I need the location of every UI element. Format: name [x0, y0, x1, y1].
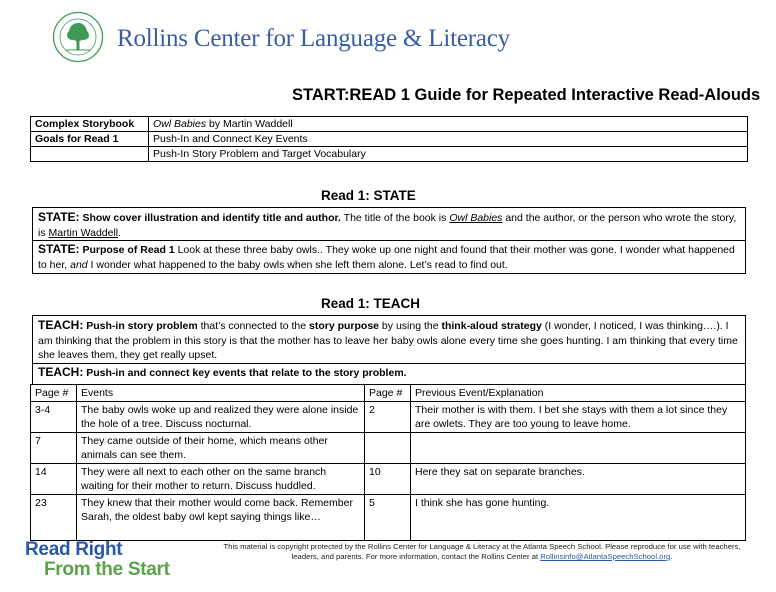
page-cell: 10	[365, 464, 411, 495]
event-cell: They were all next to each other on the same branch waiting for their mother to return. Discuss huddled.	[77, 464, 365, 495]
event-cell: The baby owls woke up and realized they were alone inside the hole of a tree. Discuss nocturnal.	[77, 402, 365, 433]
copyright-end: .	[670, 552, 673, 561]
state-text: .	[118, 226, 122, 239]
page-cell: 23	[31, 495, 77, 541]
goal-2: Push-In Story Problem and Target Vocabulary	[149, 147, 748, 162]
event-cell: They knew that their mother would come back. Remember Sarah, the oldest baby owl kept saying things like…	[77, 495, 365, 541]
page-title: START:READ 1 Guide for Repeated Interactive Read-Alouds	[292, 86, 761, 104]
explanation-cell: Their mother is with them. I bet she stays with them a lot since they are owlets. They are too young to leave home.	[411, 402, 746, 433]
teach-emphasis: Push-in story problem	[83, 320, 198, 332]
read-right-logo	[25, 539, 170, 581]
teach-label: TEACH:	[38, 364, 84, 379]
table-row	[31, 117, 748, 132]
table-row	[31, 433, 746, 464]
column-header: Previous Event/Explanation	[411, 385, 746, 402]
explanation-cell: I think she has gone hunting.	[411, 495, 746, 541]
events-table	[30, 384, 746, 541]
teach-text: by using the	[379, 320, 442, 332]
explanation-cell	[411, 433, 746, 464]
book-cell	[149, 117, 748, 132]
column-header: Page #	[31, 385, 77, 402]
storybook-label: Complex Storybook	[31, 117, 149, 132]
state-text: and the author, or the person who wrote the story, is	[38, 212, 737, 239]
teach-box	[32, 315, 746, 385]
page-cell: 7	[31, 433, 77, 464]
table-row	[31, 132, 748, 147]
state-author: Martin Waddell	[48, 226, 119, 239]
state-instruction: Show cover illustration and identify title and author.	[79, 212, 341, 224]
tree-seal-icon	[52, 11, 104, 63]
state-purpose: Purpose of Read 1	[79, 244, 175, 256]
table-row	[31, 464, 746, 495]
state-label: STATE:	[38, 242, 80, 256]
contact-email-link[interactable]: Rollinsinfo@AtlantaSpeechSchool.org	[540, 552, 671, 561]
state-text: The title of the book is	[340, 212, 450, 224]
table-row	[31, 402, 746, 433]
goals-label: Goals for Read 1	[31, 132, 149, 147]
copyright-notice	[222, 542, 742, 562]
table-header-row	[31, 385, 746, 402]
book-author: by Martin Waddell	[206, 118, 293, 130]
page-cell	[365, 433, 411, 464]
explanation-cell: Here they sat on separate branches.	[411, 464, 746, 495]
book-title: Owl Babies	[153, 118, 207, 130]
column-header: Events	[77, 385, 365, 402]
state-text: I wonder what happened to the baby owls when she left them alone. Let’s read to find out.	[87, 258, 508, 271]
event-cell: They came outside of their home, which means other animals can see them.	[77, 433, 365, 464]
column-header: Page #	[365, 385, 411, 402]
page-cell: 3-4	[31, 402, 77, 433]
teach-paragraph-2	[33, 363, 745, 381]
org-name: Rollins Center for Language & Literacy	[117, 25, 510, 52]
teach-text: that’s connected to the	[197, 320, 309, 332]
teach-label: TEACH:	[38, 318, 84, 332]
teach-emphasis: Push-in and connect key events that relate to the story problem.	[83, 366, 407, 379]
state-paragraph-2	[33, 240, 745, 272]
page-cell: 2	[365, 402, 411, 433]
state-paragraph-1	[33, 208, 745, 240]
empty-cell	[31, 147, 149, 162]
teach-emphasis: think-aloud strategy	[441, 320, 542, 332]
state-heading: Read 1: STATE	[321, 188, 416, 203]
teach-text: (I wonder, I noticed, I was thinking….). I am thinking that the problem in this story is that the mother has to leave her baby owls alone every time she goes hunting. I am thinking that every time she leaves them, they get really upset.	[38, 320, 738, 361]
state-label: STATE:	[38, 210, 80, 224]
goal-1: Push-In and Connect Key Events	[149, 132, 748, 147]
brand-line-2: From the Start	[44, 559, 170, 580]
teach-emphasis: story purpose	[309, 320, 380, 332]
page-cell: 5	[365, 495, 411, 541]
table-row	[31, 495, 746, 541]
state-book-title: Owl Babies	[449, 212, 503, 224]
teach-heading: Read 1: TEACH	[321, 296, 421, 311]
state-and: and	[70, 258, 88, 271]
brand-line-1: Read Right	[25, 539, 123, 560]
copyright-text: This material is copyright protected by the Rollins Center for Language & Literacy at the Atlanta Speech School. Please reproduce for use with teachers, leaders, and parents. For more information, contact the Rollins Center at	[223, 542, 741, 561]
page-cell: 14	[31, 464, 77, 495]
teach-paragraph-1	[33, 316, 745, 363]
state-text: Look at these three baby owls.. They woke up one night and found that their mother was gone. I wonder what happened to her,	[38, 244, 735, 271]
info-table	[30, 116, 748, 162]
state-box	[32, 207, 746, 274]
table-row	[31, 147, 748, 162]
